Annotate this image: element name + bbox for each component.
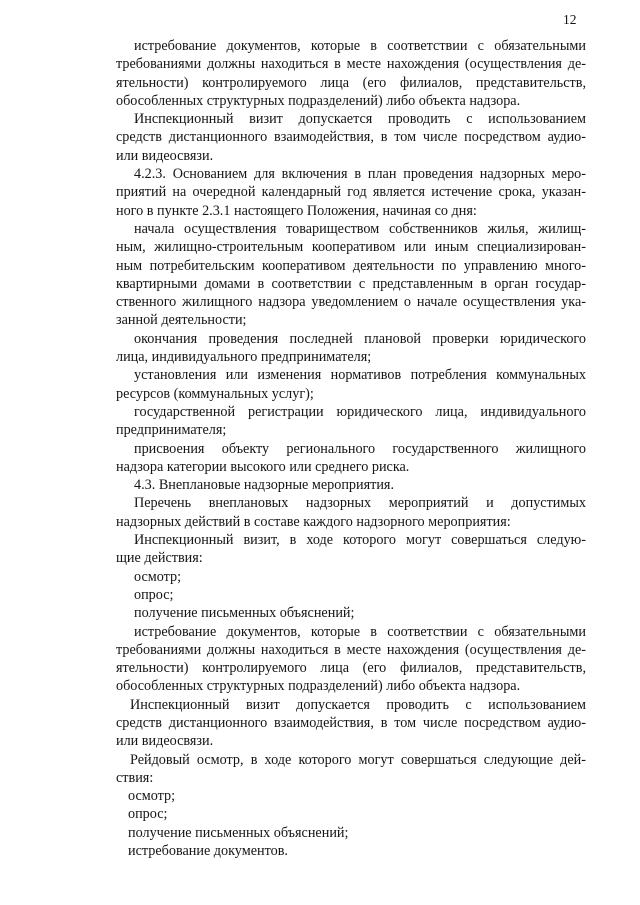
text-line: лица, индивидуального предпринимателя; <box>116 349 372 366</box>
text-line: надзора категории высокого или среднего риска. <box>116 458 410 475</box>
text-line: истребование документов, которые в соответствии с обязательными <box>134 623 586 640</box>
text-line: требованиями должны находиться в месте нахождения (осуществления де- <box>116 641 586 658</box>
text-line: ственного жилищного надзора уведомлением о начале осуществления ука- <box>116 294 586 311</box>
text-line: ятельности) контролируемого лица (его филиалов, представительств, <box>116 660 586 677</box>
text-line: ресурсов (коммунальных услуг); <box>116 385 314 402</box>
text-line: требованиями должны находиться в месте нахождения (осуществления де- <box>116 56 586 73</box>
document-body <box>116 37 586 860</box>
text-line: средств дистанционного взаимодействия, в том числе посредством аудио- <box>116 714 586 731</box>
text-line: 4.3. Внеплановые надзорные мероприятия. <box>134 477 395 494</box>
text-line: обособленных структурных подразделений) либо объекта надзора. <box>116 678 521 695</box>
text-line: начала осуществления товариществом собственников жилья, жилищ- <box>134 220 586 237</box>
text-line: приятий на очередной календарный год является истечение срока, указан- <box>116 184 586 201</box>
text-line: осмотр; <box>134 568 182 585</box>
text-line: Перечень внеплановых надзорных мероприятий и допустимых <box>134 495 586 512</box>
text-line: присвоения объекту регионального государственного жилищного <box>134 440 586 457</box>
text-line: обособленных структурных подразделений) либо объекта надзора. <box>116 92 521 109</box>
text-line: квартирными домами в соответствии с представленным в орган государ- <box>116 275 586 292</box>
text-line: ного в пункте 2.3.1 настоящего Положения, начиная со дня: <box>116 202 477 219</box>
text-line: надзорных действий в составе каждого надзорного мероприятия: <box>116 513 511 530</box>
text-line: истребование документов. <box>128 843 288 860</box>
text-line: получение письменных объяснений; <box>134 605 355 622</box>
text-line: предпринимателя; <box>116 422 227 439</box>
text-line: занной деятельности; <box>116 312 247 329</box>
text-line: ным потребительским кооперативом деятельности по управлению много- <box>116 257 586 274</box>
text-line: государственной регистрации юридического лица, индивидуального <box>134 403 586 420</box>
text-line: осмотр; <box>128 788 176 805</box>
text-line: или видеосвязи. <box>116 733 214 750</box>
text-line: окончания проведения последней плановой проверки юридического <box>134 330 586 347</box>
text-line: ятельности) контролируемого лица (его филиалов, представительств, <box>116 74 586 91</box>
text-line: или видеосвязи. <box>116 147 214 164</box>
text-line: получение письменных объяснений; <box>128 824 349 841</box>
text-line: средств дистанционного взаимодействия, в том числе посредством аудио- <box>116 129 586 146</box>
text-line: 4.2.3. Основанием для включения в план проведения надзорных меро- <box>134 166 586 183</box>
text-line: Инспекционный визит, в ходе которого могут совершаться следую- <box>134 532 586 549</box>
text-line: опрос; <box>134 586 174 603</box>
text-line: Инспекционный визит допускается проводить с использованием <box>130 696 586 713</box>
text-line: истребование документов, которые в соответствии с обязательными <box>134 38 586 54</box>
text-line: Инспекционный визит допускается проводить с использованием <box>134 111 586 128</box>
text-line: щие действия: <box>116 550 203 567</box>
text-line: установления или изменения нормативов потребления коммунальных <box>134 367 586 384</box>
page-number: 12 <box>563 12 577 27</box>
text-line: ным, жилищно-строительным кооперативом или иным специализирован- <box>116 239 586 256</box>
text-line: опрос; <box>128 806 168 823</box>
text-line: Рейдовый осмотр, в ходе которого могут совершаться следующие дей- <box>130 751 586 768</box>
text-line: ствия: <box>116 769 154 786</box>
